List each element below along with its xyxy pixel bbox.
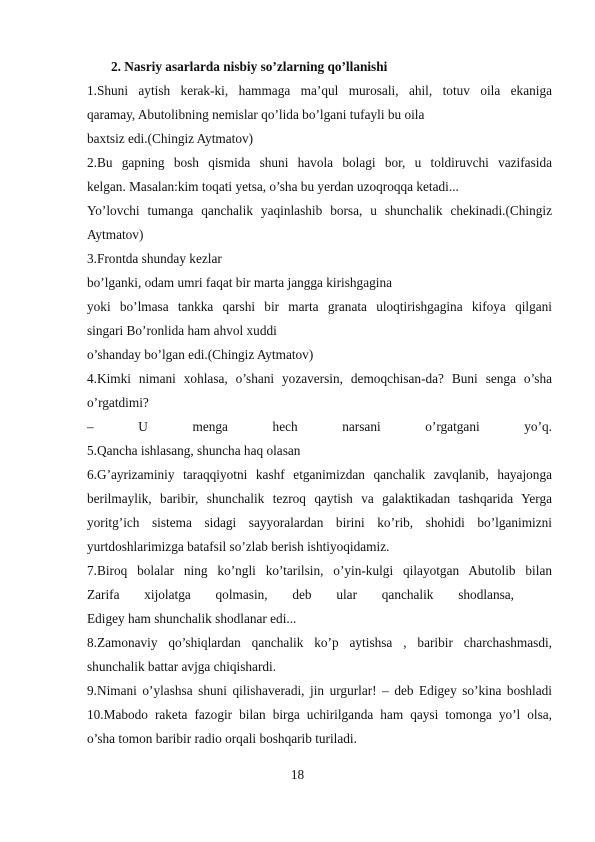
page-number: 18 xyxy=(290,767,305,782)
text-line: 1.Shuni aytish kerak-ki, hammaga ma’qul murosali, ahil, totuv oila ekaniga xyxy=(87,83,552,98)
text-line: yurtdoshlarimizga batafsil so’zlab berish ishtiyoqidamiz. xyxy=(87,539,390,554)
text-line: qaramay, Abutolibning nemislar qo’lida bo’lgani tufayli bu oila xyxy=(87,107,425,122)
section-heading: 2. Nasriy asarlarda nisbiy so’zlarning qo’llanishi xyxy=(111,59,388,74)
text-line: Zarifa xijolatga qolmasin, deb ular qanchalik shodlansa, xyxy=(87,587,514,602)
text-line: baxtsiz edi.(Chingiz Aytmatov) xyxy=(87,131,254,146)
text-line: Yo’lovchi tumanga qanchalik yaqinlashib borsa, u shunchalik chekinadi.(Chingiz xyxy=(87,203,552,218)
text-line: Aytmatov) xyxy=(87,227,144,242)
text-line: berilmaylik, baribir, shunchalik tezroq qaytish va galaktikadan tashqarida Yerga xyxy=(87,491,552,506)
text-line: shunchalik battar avjga chiqishardi. xyxy=(87,659,277,674)
text-line: 3.Frontda shunday kezlar xyxy=(87,251,222,266)
text-line: o’shanday bo’lgan edi.(Chingiz Aytmatov) xyxy=(87,347,314,362)
text-line: – U menga hech narsani o’rgatgani yo’q. xyxy=(87,419,552,434)
text-line: 6.G’ayrizaminiy taraqqiyotni kashf etganimizdan qanchalik zavqlanib, hayajonga xyxy=(87,467,552,482)
text-line: singari Bo’ronlida ham ahvol xuddi xyxy=(87,323,277,338)
text-line: 10.Mabodo raketa fazogir bilan birga uchirilganda ham qaysi tomonga yo’l olsa, xyxy=(87,707,552,722)
text-line: yoritg’ich sistema sidagi sayyoralardan birini ko’rib, shohidi bo’lganimizni xyxy=(87,515,552,530)
text-line: 9.Nimani o’ylashsa shuni qilishaveradi, jin urgurlar! – deb Edigey so’kina boshladi xyxy=(87,683,552,698)
text-line: 5.Qancha ishlasang, shuncha haq olasan xyxy=(87,443,301,458)
text-line: 8.Zamonaviy qo’shiqlardan qanchalik ko’p aytishsa , baribir charchashmasdi, xyxy=(87,635,552,650)
text-line: 4.Kimki nimani xohlasa, o’shani yozaversin, demoqchisan-da? Buni senga o’sha xyxy=(87,371,552,386)
text-line: yoki bo’lmasa tankka qarshi bir marta granata uloqtirishgagina kifoya qilgani xyxy=(87,299,552,314)
text-line: 2.Bu gapning bosh qismida shuni havola bolagi bor, u toldiruvchi vazifasida xyxy=(87,155,552,170)
text-line: o’sha tomon baribir radio orqali boshqarib turiladi. xyxy=(87,731,357,746)
text-line: bo’lganki, odam umri faqat bir marta jangga kirishgagina xyxy=(87,275,392,290)
text-line: o’rgatdimi? xyxy=(87,395,149,410)
text-line: 7.Biroq bolalar ning ko’ngli ko’tarilsin, o’yin-kulgi qilayotgan Abutolib bilan xyxy=(87,563,552,578)
text-line: Edigey ham shunchalik shodlanar edi... xyxy=(87,611,297,626)
text-line: kelgan. Masalan:kim toqati yetsa, o’sha bu yerdan uzoqroqqa ketadi... xyxy=(87,179,459,194)
